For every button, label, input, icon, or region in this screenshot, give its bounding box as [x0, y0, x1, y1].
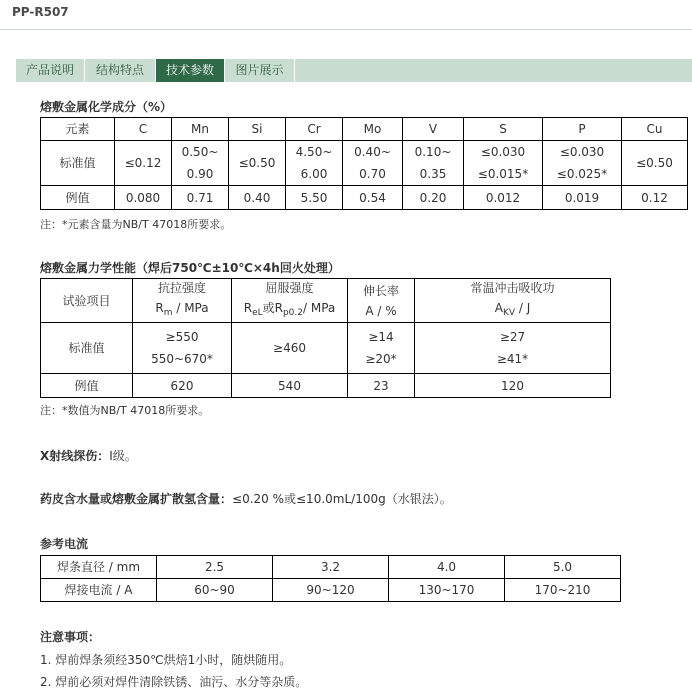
notes-item: 2. 焊前必须对焊件清除铁锈、油污、水分等杂质。 [40, 675, 308, 689]
element-header: Mo [343, 118, 403, 141]
xray-value: Ⅰ级。 [109, 449, 137, 463]
element-header: S [464, 118, 543, 141]
current-cell: 170~210 [505, 579, 621, 602]
row-label-example: 例值 [41, 374, 133, 398]
diameter-cell: 5.0 [505, 556, 621, 579]
mechanical-table [40, 278, 611, 398]
yield-strength-header: 屈服强度 $R_{eL}$或$R_{p0.2}/$ MPa [232, 279, 348, 323]
standard-cell: ≤0.50 [622, 141, 688, 186]
row-label-diameter: 焊条直径 / mm [41, 556, 157, 579]
row-label-standard: 标准值 [41, 141, 115, 186]
standard-cell: ≥550 550~670* [133, 323, 232, 374]
current-title: 参考电流 [40, 537, 89, 551]
example-cell: 23 [348, 374, 415, 398]
diameter-cell: 3.2 [273, 556, 389, 579]
mechanical-title: 熔敷金属力学性能（焊后750℃±10℃×4h回火处理） [40, 261, 340, 275]
tab-bar [16, 59, 692, 82]
chemistry-table [40, 117, 688, 210]
tab-image-gallery[interactable]: 图片展示 [225, 59, 295, 82]
example-cell: 0.019 [543, 186, 622, 210]
diameter-cell: 4.0 [389, 556, 505, 579]
mechanical-note: 注：*数值为NB/T 47018所要求。 [40, 404, 210, 417]
example-cell: 0.40 [229, 186, 286, 210]
xray-label: X射线探伤： [40, 449, 110, 463]
hydrogen-label: 药皮含水量或熔敷金属扩散氢含量： [40, 492, 233, 506]
example-cell: 0.012 [464, 186, 543, 210]
element-header: Cu [622, 118, 688, 141]
row-label-standard: 标准值 [41, 323, 133, 374]
chemistry-note: 注：*元素含量为NB/T 47018所要求。 [40, 218, 232, 231]
chemistry-title: 熔敷金属化学成分（%） [40, 100, 173, 114]
element-header: Si [229, 118, 286, 141]
element-header: Mn [172, 118, 229, 141]
standard-cell: ≤0.030 ≤0.015* [464, 141, 543, 186]
elongation-header: 伸长率 A / % [348, 279, 415, 323]
standard-cell: ≥27 ≥41* [415, 323, 611, 374]
page-title: PP-R507 [12, 5, 69, 19]
notes-title: 注意事项： [40, 630, 101, 644]
tensile-strength-header: 抗拉强度 $R_m$ / MPa [133, 279, 232, 323]
example-cell: 5.50 [286, 186, 343, 210]
example-cell: 620 [133, 374, 232, 398]
example-cell: 0.12 [622, 186, 688, 210]
example-cell: 0.20 [403, 186, 464, 210]
notes-item: 1. 焊前焊条须经350℃烘焙1小时，随烘随用。 [40, 653, 292, 667]
row-label-current: 焊接电流 / A [41, 579, 157, 602]
standard-cell: ≤0.50 [229, 141, 286, 186]
title-divider [0, 29, 692, 30]
tab-structure-features[interactable]: 结构特点 [85, 59, 156, 82]
tab-product-description[interactable]: 产品说明 [16, 59, 85, 82]
diameter-cell: 2.5 [157, 556, 273, 579]
example-cell: 120 [415, 374, 611, 398]
element-header: Cr [286, 118, 343, 141]
standard-cell: 0.40~ 0.70 [343, 141, 403, 186]
row-label-element: 元素 [41, 118, 115, 141]
impact-energy-header: 常温冲击吸收功 $A_{KV}$ / J [415, 279, 611, 323]
xray-line [40, 447, 137, 464]
current-cell: 60~90 [157, 579, 273, 602]
hydrogen-value: ≤0.20 %或≤10.0mL/100g（水银法）。 [232, 492, 452, 506]
row-label-test-item: 试验项目 [41, 279, 133, 323]
example-cell: 0.71 [172, 186, 229, 210]
hydrogen-line [40, 490, 452, 507]
current-cell: 130~170 [389, 579, 505, 602]
current-cell: 90~120 [273, 579, 389, 602]
row-label-example: 例值 [41, 186, 115, 210]
current-table [40, 555, 621, 602]
element-header: C [115, 118, 172, 141]
standard-cell: ≥460 [232, 323, 348, 374]
element-header: P [543, 118, 622, 141]
tab-technical-params[interactable]: 技术参数 [156, 59, 225, 82]
example-cell: 0.080 [115, 186, 172, 210]
standard-cell: ≤0.030 ≤0.025* [543, 141, 622, 186]
example-cell: 0.54 [343, 186, 403, 210]
element-header: V [403, 118, 464, 141]
example-cell: 540 [232, 374, 348, 398]
standard-cell: 0.10~ 0.35 [403, 141, 464, 186]
standard-cell: ≤0.12 [115, 141, 172, 186]
standard-cell: 0.50~ 0.90 [172, 141, 229, 186]
standard-cell: 4.50~ 6.00 [286, 141, 343, 186]
standard-cell: ≥14 ≥20* [348, 323, 415, 374]
